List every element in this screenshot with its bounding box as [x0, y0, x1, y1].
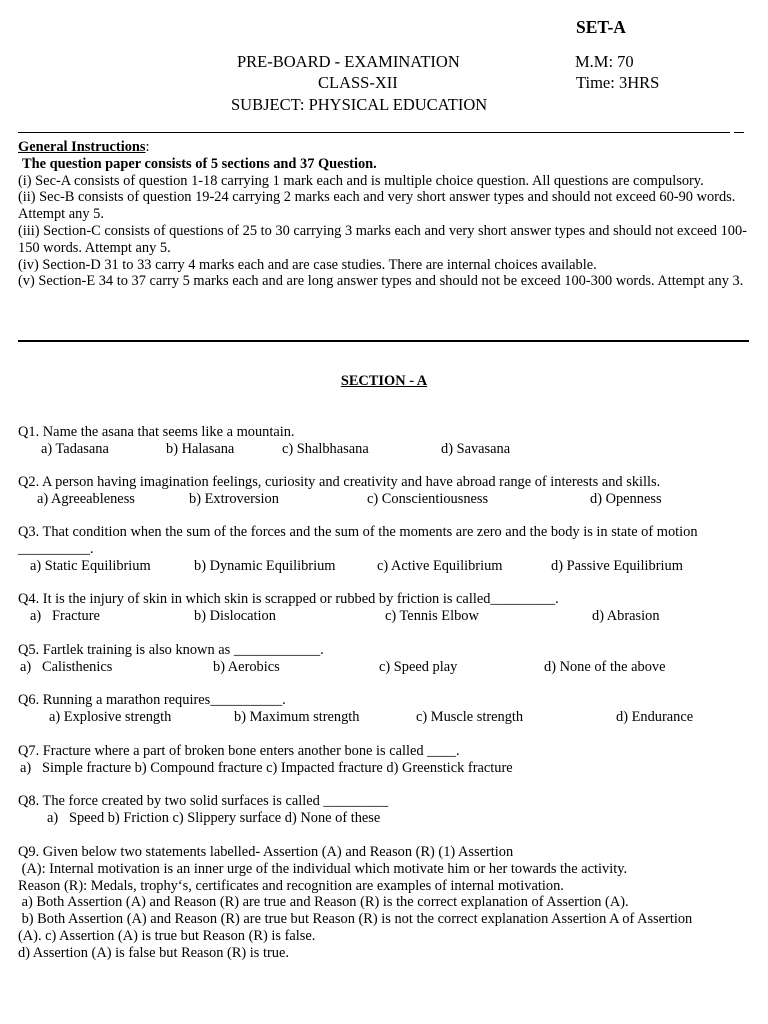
options-row: [18, 659, 753, 676]
option-d: d) Savasana: [441, 440, 511, 457]
option-a: a) Static Equilibrium: [30, 557, 151, 574]
option-c: c) Conscientiousness: [367, 490, 489, 507]
question-text: Q7. Fracture where a part of broken bone enters another bone is called ____.: [18, 743, 460, 759]
question-blank: __________.: [18, 540, 94, 557]
option-b: b) Aerobics: [213, 658, 280, 675]
question-text: Q3. That condition when the sum of the forces and the sum of the moments are zero and the body is in state of motion: [18, 524, 698, 540]
header-divider-tail: [734, 132, 744, 133]
options-row: [18, 558, 753, 575]
question-2: [18, 474, 753, 508]
option-c: c) Shalbhasana: [282, 440, 369, 457]
question-4: [18, 591, 753, 625]
question-text: Q4. It is the injury of skin in which skin is scrapped or rubbed by friction is called_________.: [18, 591, 559, 607]
question-text: Q9. Given below two statements labelled- Assertion (A) and Reason (R) (1) Assertion: [18, 844, 514, 860]
option-c: c) Tennis Elbow: [385, 607, 479, 624]
instruction-item: (iii) Section-C consists of questions of 25 to 30 carrying 3 marks each and very short answer types and should not exceed 100-150 words. Attempt any 5.: [18, 222, 747, 256]
options-line: a) Speed b) Friction c) Slippery surface d) None of these: [47, 809, 381, 826]
option-a: a) Calisthenics: [20, 658, 113, 675]
option-a: a) Tadasana: [41, 440, 109, 457]
option-b: b) Halasana: [166, 440, 235, 457]
exam-title: PRE-BOARD - EXAMINATION: [237, 52, 460, 71]
option-d: d) Abrasion: [592, 607, 660, 624]
question-5: [18, 642, 753, 676]
option-d: d) Endurance: [616, 708, 694, 725]
option-d: d) Openness: [590, 490, 662, 507]
question-6: [18, 692, 753, 726]
option-b: b) Extroversion: [189, 490, 279, 507]
question-8: [18, 793, 753, 827]
option-d: d) None of the above: [544, 658, 666, 675]
option-b: b) Both Assertion (A) and Reason (R) are true but Reason (R) is not the correct explanation Assertion A of Assertion: [18, 911, 693, 928]
option-d: d) Passive Equilibrium: [551, 557, 683, 574]
question-7: [18, 743, 753, 777]
options-row: [18, 709, 753, 726]
time-label: Time: 3HRS: [576, 73, 660, 92]
max-marks: M.M: 70: [575, 52, 634, 71]
option-d: d) Assertion (A) is false but Reason (R) is true.: [18, 944, 289, 961]
subject-label: SUBJECT: PHYSICAL EDUCATION: [231, 95, 488, 114]
option-c: c) Speed play: [379, 658, 458, 675]
general-instructions: [18, 139, 750, 290]
instruction-item: (ii) Sec-B consists of question 19-24 carrying 2 marks each and very short answer types and should not exceed 60-90 words. Attempt any 5.: [18, 189, 736, 223]
instructions-title: General Instructions: [18, 139, 146, 155]
option-b: b) Dynamic Equilibrium: [194, 557, 336, 574]
option-c: c) Active Equilibrium: [377, 557, 503, 574]
options-line: a) Simple fracture b) Compound fracture c) Impacted fracture d) Greenstick fracture: [20, 759, 513, 776]
option-a: a) Fracture: [30, 607, 100, 624]
option-c: c) Muscle strength: [416, 708, 524, 725]
instruction-item: (i) Sec-A consists of question 1-18 carrying 1 mark each and is multiple choice question. All questions are compulsory.: [18, 172, 704, 189]
options-row: [18, 608, 753, 625]
option-a: a) Both Assertion (A) and Reason (R) are true and Reason (R) is the correct explanation of Assertion (A).: [18, 894, 629, 911]
assertion-line: (A): Internal motivation is an inner urge of the individual which motivate him or her towards the activity.: [18, 860, 628, 877]
question-text: Q6. Running a marathon requires__________.: [18, 692, 286, 708]
instruction-item: (iv) Section-D 31 to 33 carry 4 marks each and are case studies. There are internal choices available.: [18, 256, 597, 273]
header-divider: [18, 132, 730, 133]
instruction-item: (v) Section-E 34 to 37 carry 5 marks each and are long answer types and should not be exceed 100-300 words. Attempt any 3.: [18, 273, 744, 290]
option-c: (A). c) Assertion (A) is true but Reason (R) is false.: [18, 927, 316, 944]
option-b: b) Maximum strength: [234, 708, 360, 725]
instructions-divider: [18, 340, 749, 342]
question-9: [18, 844, 753, 962]
question-text: Q5. Fartlek training is also known as ____________.: [18, 642, 324, 658]
reason-line: Reason (R): Medals, trophy‘s, certificates and recognition are examples of internal motivation.: [18, 877, 564, 894]
option-a: a) Agreeableness: [37, 490, 135, 507]
question-text: Q2. A person having imagination feelings, curiosity and creativity and have abroad range of interests and skills.: [18, 474, 661, 490]
set-label: SET-A: [576, 17, 626, 37]
class-label: CLASS-XII: [318, 73, 398, 92]
instructions-colon: :: [145, 139, 150, 155]
section-title: SECTION - A: [340, 373, 428, 389]
options-row: [18, 441, 753, 458]
question-3: [18, 524, 753, 575]
option-b: b) Dislocation: [194, 607, 276, 624]
question-1: [18, 424, 753, 458]
options-row: [18, 491, 753, 508]
question-text: Q1. Name the asana that seems like a mountain.: [18, 424, 295, 440]
option-a: a) Explosive strength: [49, 708, 172, 725]
question-text: Q8. The force created by two solid surfaces is called _________: [18, 793, 389, 809]
instructions-lead: The question paper consists of 5 sections and 37 Question.: [22, 155, 377, 172]
